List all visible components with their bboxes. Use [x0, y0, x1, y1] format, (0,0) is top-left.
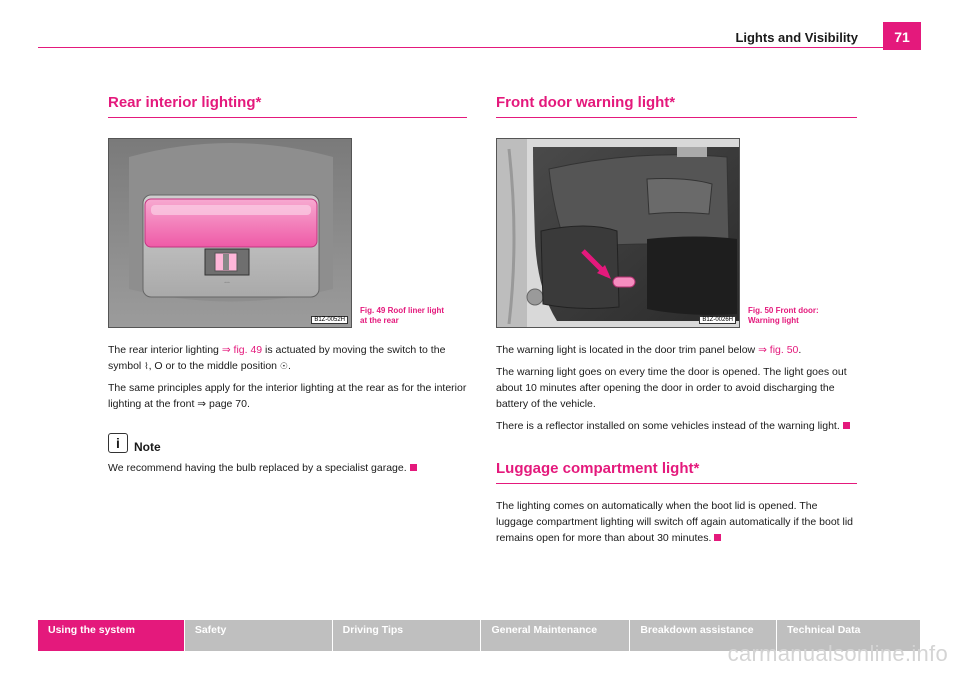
nav-tab-driving-tips[interactable]: Driving Tips — [333, 620, 481, 651]
right-column — [496, 94, 857, 546]
roof-liner-illustration — [109, 139, 352, 328]
end-mark-icon — [714, 534, 721, 541]
note-header — [108, 432, 467, 454]
figure-50 — [496, 138, 857, 328]
left-column — [108, 94, 467, 476]
page-number: 71 — [883, 22, 921, 50]
front-door-illustration — [497, 139, 740, 328]
figure-caption: Fig. 50 Front door: Warning light — [748, 306, 819, 325]
paragraph-same-principles: The same principles apply for the interior lighting at the rear as for the interior lighting at the front ⇒ page 70. — [108, 382, 467, 410]
header-rule — [38, 47, 883, 48]
paragraph-warning-location: The warning light is located in the door trim panel below ⇒ fig. 50. — [496, 344, 802, 356]
nav-tab-using-the-system[interactable]: Using the system — [38, 620, 184, 651]
light-on-symbol-icon: ☉ — [279, 361, 288, 371]
nav-tab-safety[interactable]: Safety — [185, 620, 332, 651]
svg-text:◦◦◦: ◦◦◦ — [224, 280, 230, 286]
figure-caption: Fig. 49 Roof liner light at the rear — [360, 306, 444, 325]
roof-liner-light-image — [108, 138, 352, 328]
note-text: We recommend having the bulb replaced by a specialist garage. — [108, 460, 467, 476]
section-heading-front-door: Front door warning light* — [496, 94, 857, 118]
section-heading-rear-interior: Rear interior lighting* — [108, 94, 467, 118]
nav-tab-general-maintenance[interactable]: General Maintenance — [481, 620, 629, 651]
nav-tab-technical-data[interactable]: Technical Data — [777, 620, 920, 651]
figure-code: B1Z-0052H — [311, 316, 348, 324]
fig-50-link[interactable]: ⇒ fig. 50 — [758, 344, 799, 356]
paragraph-rear-lighting: The rear interior lighting ⇒ fig. 49 is actuated by moving the switch to the symbol ⌇, O or to the middle position ☉. — [108, 344, 446, 372]
paragraph-reflector: There is a reflector installed on some vehicles instead of the warning light. — [496, 418, 857, 434]
note-label: Note — [134, 440, 161, 454]
paragraph-warning-behaviour: The warning light goes on every time the door is opened. The light goes out about 10 minutes after opening the door in order to avoid discharging the battery of the vehicle. — [496, 366, 847, 410]
figure-code: B1Z-0026H — [699, 316, 736, 324]
paragraph-luggage: The lighting comes on automatically when the boot lid is opened. The luggage compartment lighting will switch off again automatically if the boot lid remains open for more than about 30 minutes. — [496, 500, 853, 544]
end-mark-icon — [410, 464, 417, 471]
section-heading-luggage: Luggage compartment light* — [496, 460, 857, 484]
page-header-title: Lights and Visibility — [735, 30, 858, 45]
door-contact-symbol-icon: ⌇ — [144, 361, 149, 371]
end-mark-icon — [843, 422, 850, 429]
note-icon: i — [108, 433, 128, 453]
fig-49-link[interactable]: ⇒ fig. 49 — [221, 344, 263, 356]
nav-tab-breakdown-assistance[interactable]: Breakdown assistance — [630, 620, 776, 651]
watermark-text: carmanualsonline.info — [727, 641, 948, 666]
front-door-image — [496, 138, 740, 328]
figure-49 — [108, 138, 467, 328]
